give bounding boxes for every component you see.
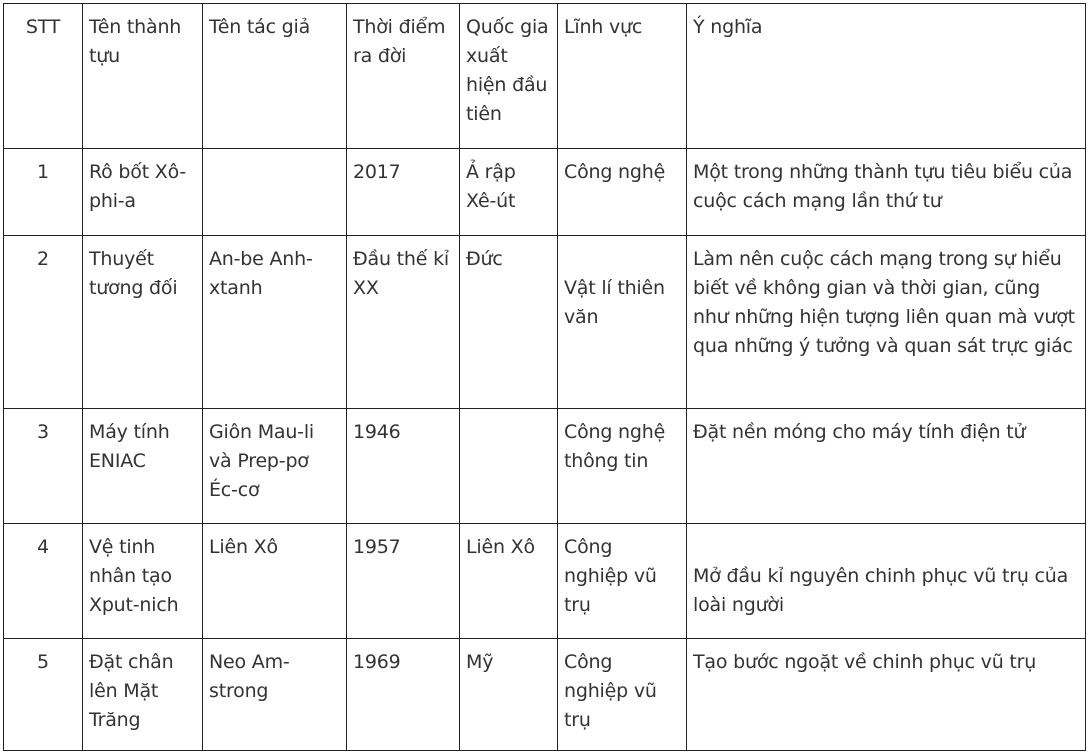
row-field: Công nghiệp vũ trụ [558, 524, 687, 639]
row-name: Thuyết tương đối [83, 236, 203, 409]
row-country: Ả rập Xê-út [460, 149, 558, 236]
header-meaning: Ý nghĩa [687, 4, 1086, 149]
row-author: Neo Am-strong [203, 639, 347, 751]
table-row [4, 149, 1086, 236]
header-row [4, 4, 1086, 149]
row-meaning-cell [687, 524, 1086, 639]
row-meaning: Đặt nền móng cho máy tính điện tử [687, 409, 1086, 524]
row-time: 2017 [347, 149, 460, 236]
row-country [460, 409, 558, 524]
table-row [4, 524, 1086, 639]
row-author: Giôn Mau-li và Prep-pơ Éc-cơ [203, 409, 347, 524]
row-stt: 5 [4, 639, 83, 751]
row-country: Liên Xô [460, 524, 558, 639]
row-author [203, 149, 347, 236]
row-meaning: Làm nên cuộc cách mạng trong sự hiểu biết về không gian và thời gian, cũng như những hiện tượng liên quan mà vượt qua những ý tưởng và quan sát trực giác [687, 236, 1086, 409]
row-country: Mỹ [460, 639, 558, 751]
row-meaning: Một trong những thành tựu tiêu biểu của cuộc cách mạng lần thứ tư [687, 149, 1086, 236]
row-time: Đầu thế kỉ XX [347, 236, 460, 409]
row-field: Công nghệ thông tin [558, 409, 687, 524]
row-time: 1969 [347, 639, 460, 751]
header-stt: STT [4, 4, 83, 149]
row-field: Công nghiệp vũ trụ [558, 639, 687, 751]
row-field-cell [558, 236, 687, 409]
header-country: Quốc gia xuất hiện đầu tiên [460, 4, 558, 149]
achievements-table [3, 3, 1086, 751]
row-stt: 2 [4, 236, 83, 409]
row-time: 1957 [347, 524, 460, 639]
row-name: Máy tính ENIAC [83, 409, 203, 524]
row-meaning: Tạo bước ngoặt về chinh phục vũ trụ [687, 639, 1086, 751]
row-field: Công nghệ [558, 149, 687, 236]
table-row [4, 409, 1086, 524]
row-time: 1946 [347, 409, 460, 524]
row-name: Rô bốt Xô-phi-a [83, 149, 203, 236]
header-field: Lĩnh vực [558, 4, 687, 149]
header-name: Tên thành tựu [83, 4, 203, 149]
row-author: Liên Xô [203, 524, 347, 639]
table-row [4, 236, 1086, 409]
row-name: Đặt chân lên Mặt Trăng [83, 639, 203, 751]
row-stt: 3 [4, 409, 83, 524]
row-author: An-be Anh-xtanh [203, 236, 347, 409]
row-field: Vật lí thiên văn [564, 277, 665, 328]
table-row [4, 639, 1086, 751]
row-stt: 1 [4, 149, 83, 236]
row-country: Đức [460, 236, 558, 409]
row-name: Vệ tinh nhân tạo Xput-nich [83, 524, 203, 639]
row-stt: 4 [4, 524, 83, 639]
header-author: Tên tác giả [203, 4, 347, 149]
row-meaning: Mở đầu kỉ nguyên chinh phục vũ trụ của loài người [693, 565, 1069, 616]
header-time: Thời điểm ra đời [347, 4, 460, 149]
